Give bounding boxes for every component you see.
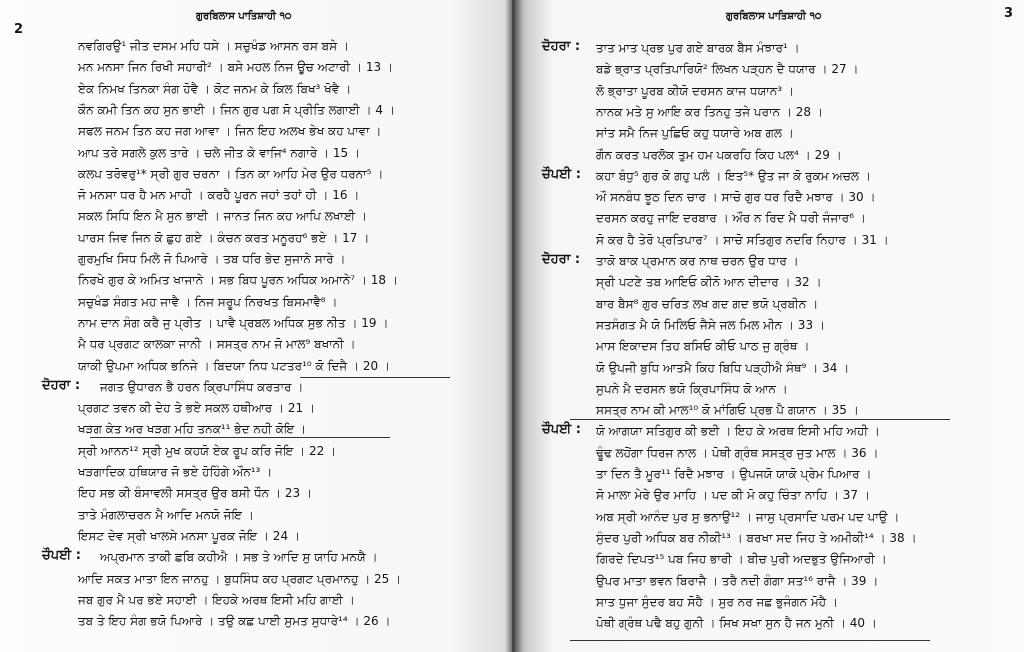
- verse-line: ਮਨ ਮਨਸਾ ਜਿਨ ਰਿਖੀ ਸਹਾਰੀ² । ਬਸੇ ਮਹਲ ਨਿਜ ਊਚ ਅਟਾਰੀ । 13 ।: [78, 60, 394, 75]
- verse-line: ਤਬ ਤੇ ਇਹ ਸੰਗ ਭਯੋ ਪਿਆਰੇ । ਤਉ ਕਛ ਪਾਈ ਸੁਮਤ ਸੁਧਾਰੇ¹⁴ । 26 ।: [78, 614, 391, 629]
- verse-line: ਬਾਰ ਬੈਸ⁸ ਗੁਰ ਚਰਿਤ ਲਖ ਗਦ ਗਦ ਭਯੋ ਪ੍ਰਬੀਨ ।: [596, 296, 819, 311]
- verse-line: ਏਕ ਨਿਮਖ ਤਿਨਕਾ ਸੰਗ ਹੋਵੈ । ਕੋਟ ਜਨਮ ਕੇ ਕਿਲ ਬਿਖ³ ਖੋਵੈ ।: [78, 81, 352, 96]
- verse-line: ਸਤਸੰਗਤ ਮੈ ਯੋ ਮਿਲਿਓ ਜੈਸੇ ਜਲ ਮਿਲ ਮੀਨ । 33 ।: [596, 317, 825, 332]
- verse-line: ਸੁੰਦਰ ਪੁਰੀ ਅਧਿਕ ਬਰ ਨੀਕੀ¹³ । ਬਰਖਾ ਸਦ ਜਿਹ ਤੇ ਅਮੀਕੀ¹⁴ । 38 ।: [596, 530, 917, 545]
- page-number: 2: [14, 22, 24, 37]
- verse-line: ਨਾਮ ਦਾਨ ਸੰਗ ਕਰੈ ਜੁ ਪ੍ਰੀਤ । ਪਾਵੈ ਪ੍ਰਬਲ ਅਧਿਕ ਸੁਭ ਨੀਤ । 19 ।: [78, 315, 389, 330]
- verse-line: ਸਚੁਖੰਡ ਸੰਗਤ ਮਹ ਜਾਵੈ । ਨਿਜ ਸਰੂਪ ਨਿਰਖਤ ਬਿਸਮਾਵੈ⁸ ।: [78, 294, 338, 309]
- verse-line: ਢੂੰਢ ਲਹੋਂਗਾ ਧਿਰਜ ਨਾਲ । ਪੋਥੀ ਗ੍ਰੰਥ ਸਸਤ੍ਰ ਜੁਤ ਮਾਲ । 36 ।: [596, 445, 879, 460]
- verse-line: ਕਲਪ ਤਰੋਵਰੁ¹* ਸ੍ਰੀ ਗੁਰ ਚਰਨਾ । ਤਿਨ ਕਾ ਆਹਿ ਮੇਰ ਉਰ ਧਰਨਾ⁵ ।: [78, 166, 384, 181]
- verse-line: ਅਪ੍ਰਮਾਨ ਤਾਕੀ ਛਬਿ ਕਹੀਐ । ਸਭ ਤੇ ਆਦਿ ਸੁ ਯਾਹਿ ਮਨਯੈ ।: [100, 550, 378, 565]
- verse-line: ਪੋਥੀ ਗ੍ਰੰਥ ਪਢੈ ਬਹੁ ਗੁਨੀ । ਸਿਖ ਸਖਾ ਸੁਨ ਹੈ ਜਨ ਮੁਨੀ । 40 ।: [596, 616, 877, 631]
- verse-line: ਤਾਕੋ ਬਾਕ ਪ੍ਰਮਾਨ ਕਰ ਨਾਥ ਚਰਨ ਉਰ ਧਾਰ ।: [596, 254, 799, 268]
- verse-line: ਗਿਰਦੇ ਦਿਪਤ¹⁵ ਪਬ ਜਿਹ ਭਾਰੀ । ਬੀਚ ਪੁਰੀ ਅਦਭੁਤ ਉਜਿਆਰੀ ।: [596, 552, 887, 567]
- verse-line: ਮਾਸ ਇਕਾਦਸ ਤਿਹ ਬਸਿਓ ਕੀਓ ਪਾਠ ਜੁ ਗ੍ਰੰਥ ।: [596, 339, 810, 354]
- verse-line: ਤਾਤੇ ਮੰਗਲਾਚਰਨ ਮੈ ਆਦਿ ਮਨਯੋ ਜੋਇ ।: [78, 507, 254, 522]
- underline-mark: [90, 437, 390, 438]
- verse-line: ਮੈ ਧਰ ਪ੍ਰਗਟ ਕਾਲਕਾ ਜਾਨੀ । ਸਸਤ੍ਰ ਨਾਮ ਜੋ ਮਾਲ⁹ ਬਖਾਨੀ ।: [78, 337, 356, 352]
- section-label: ਦੋਹਰਾ :: [42, 377, 81, 393]
- verse-line: ਜੋ ਮਨਸਾ ਧਰ ਹੈ ਮਨ ਮਾਹੀ । ਕਰਹੈ ਪੂਰਨ ਜਹਾਂ ਤਹਾਂ ਹੀ । 16 ।: [78, 188, 360, 203]
- verse-line: ਗੌਨ ਕਰਤ ਪਰਲੋਕ ਤੁਮ ਹਮ ਪਕਰਹਿ ਕਿਹ ਪਲ⁴ । 29 ।: [596, 147, 842, 162]
- verse-line: ਯਾਕੀ ਉਪਮਾ ਅਧਿਕ ਭਨਿਜੇ । ਬਿਦਯਾ ਨਿਧ ਪਟਤਰ¹⁰ ਕੋ ਦਿਜੈ । 20 ।: [78, 358, 391, 373]
- verse-line: ਸ੍ਰੀ ਪਟਣੇ ਤਬ ਆਇਓ ਕੀਨੋ ਆਨ ਦੀਦਾਰ । 32 ।: [596, 275, 822, 290]
- verse-line: ਯੋ ਆਗਯਾ ਸਤਿਗੁਰ ਕੀ ਭਈ । ਇਹ ਕੇ ਅਰਥ ਇਸੀ ਮਹਿ ਅਹੀ ।: [596, 424, 880, 439]
- section-label: ਚੌਪਈ :: [542, 166, 581, 182]
- underline-mark: [570, 640, 930, 641]
- verse-line: ਜਗਤ ਉਧਾਰਨ ਭੈ ਹਰਨ ਕ੍ਰਿਪਾਸਿੰਧ ਕਰਤਾਰ ।: [100, 379, 304, 394]
- verse-line: ਔ ਸਨਬੰਧ ਝੂਠ ਦਿਨ ਚਾਰ । ਸਾਚੋ ਗੁਰ ਧਰ ਰਿਦੈ ਮਝਾਰ । 30 ।: [596, 190, 876, 205]
- verse-line: ਪਾਰਸ ਜਿਵ ਜਿਨ ਕੋ ਛੁਹ ਗਏ । ਕੰਚਨ ਕਰਤ ਮਨੂਰਹ⁶ ਭਏ । 17 ।: [78, 230, 370, 245]
- underline-mark: [300, 377, 450, 378]
- verse-line: ਸਾਂਤ ਸਮੈ ਨਿਜ ਪੁਛਿਓ ਕਹੁ ਧਯਾਰੇ ਅਬ ਗਲ ।: [596, 126, 794, 141]
- section-label: ਦੋਹਰਾ :: [542, 39, 581, 54]
- verse-line: ਉਪਰ ਮਾਤਾ ਭਵਨ ਬਿਰਾਜੈ । ਤਰੈ ਨਦੀ ਗੰਗਾ ਸਤ¹⁶ ਰਾਜੈ । 39 ।: [596, 573, 879, 588]
- verse-line: ਸੁਪਨੇ ਮੈ ਦਰਸਨ ਭਯੋ ਕ੍ਰਿਪਾਸਿੰਧ ਕੋ ਆਨ ।: [596, 381, 788, 396]
- verse-line: ਨਾਨਕ ਮਤੇ ਸੁ ਆਇ ਕਰ ਤਿਨਹੁ ਤਜੇ ਪਰਾਨ । 28 ।: [596, 104, 823, 119]
- underline-mark: [570, 419, 950, 420]
- verse-line: ਜਬ ਗੁਰ ਮੈ ਪਰ ਭਏ ਸਹਾਈ । ਇਹਕੇ ਅਰਥ ਇਸੀ ਮਹਿ ਗਾਈ ।: [78, 592, 355, 607]
- page-number: 3: [1004, 6, 1014, 21]
- verse-line: ਦਰਸਨ ਕਰਹੁ ਜਾਇ ਦਰਬਾਰ । ਔਰ ਨ ਰਿਦ ਮੈ ਧਰੀ ਜੰਜਾਰ⁶ ।: [596, 211, 866, 226]
- verse-line: ਆਦਿ ਸਕਤ ਮਾਤਾ ਇਨ ਜਾਨਹੁ । ਬੁਧਸਿੰਧ ਕਹ ਪ੍ਰਗਟ ਪ੍ਰਮਾਨਹੁ । 25 ।: [78, 571, 402, 586]
- verse-line: ਪ੍ਰਗਟ ਤਵਨ ਕੀ ਦੇਹ ਤੇ ਭਏ ਸਕਲ ਹਥੀਆਰ । 21 ।: [78, 401, 316, 416]
- verse-line: ਨਿਰਖੇ ਗੁਰ ਕੇ ਅਮਿਤ ਖਾਜਾਨੇ । ਸਭ ਬਿਧ ਪੂਰਨ ਅਧਿਕ ਅਮਾਨੇ⁷ । 18 ।: [78, 273, 398, 288]
- verse-line: ਯੋ ਉਪਜੀ ਬੁਧਿ ਆਤਮੈ ਕਿਹ ਬਿਧਿ ਪੜ੍ਹੀਐ ਸੰਥ⁹ । 34 ।: [596, 360, 850, 375]
- verse-line: ਨਵਗਿਰਉ¹ ਜੀਤ ਦਸਮ ਮਹਿ ਧਸੇ । ਸਚੁਖੰਡ ਆਸਨ ਰਸ ਬਸੇ ।: [78, 39, 350, 53]
- verse-line: ਸਸਤ੍ਰ ਨਾਮ ਕੀ ਮਾਲ¹⁰ ਕੋ ਮਾਂਗਿਓ ਪ੍ਰਭ ਪੈ ਗਯਾਨ । 35 ।: [596, 403, 859, 418]
- book-gutter: [505, 0, 523, 652]
- verse-line: ਸੋ ਮਾਲਾ ਮੇਰੇ ਉਰ ਮਾਹਿ । ਪਦ ਕੀ ਮੋ ਕਹੁ ਚਿੰਤਾ ਨਾਹਿ । 37 ।: [596, 488, 870, 503]
- verse-line: ਖੜਗ ਕੇਤ ਅਰ ਖੜਗ ਮਹਿ ਤਨਕ¹¹ ਭੇਦ ਨਹੀ ਕੋਇ ।: [78, 422, 307, 437]
- verse-line: ਸਕਲ ਸਿਧਿ ਇਨ ਮੈ ਸੁਨ ਭਾਈ । ਜਾਨਤ ਜਿਨ ਕਹ ਆਪਿ ਲਖਾਈ ।: [78, 209, 367, 224]
- right-page: [512, 0, 1024, 652]
- verse-line: ਆਪ ਤਰੇ ਸਗਲੇ ਕੁਲ ਤਾਰੇ । ਚਲੇ ਜੀਤ ਕੇ ਵਾਜਿ⁴ ਨਗਾਰੇ । 15 ।: [78, 145, 361, 160]
- verse-line: ਕੌਨ ਕਮੀ ਤਿਨ ਕਹ ਸੁਨ ਭਾਈ । ਜਿਨ ਗੁਰ ਪਗ ਸੋ ਪ੍ਰੀਤਿ ਲਗਾਈ । 4 ।: [78, 102, 395, 117]
- verse-line: ਇਹ ਸਭ ਕੀ ਬੰਸਾਵਲੀ ਸਸਤ੍ਰ ਉਰ ਬਸੀ ਧੌਨ । 23 ।: [78, 486, 313, 501]
- verse-line: ਸ੍ਰੀ ਆਨਨ¹² ਸ੍ਰੀ ਮੁਖ ਕਹਯੋ ਏਕ ਰੂਪ ਕਰਿ ਜੋਇ । 22 ।: [78, 443, 337, 458]
- verse-line: ਸੋ ਕਰ ਹੈ ਤੇਰੋ ਪ੍ਰਤਿਪਾਰ⁷ । ਸਾਚੋ ਸਤਿਗੁਰ ਨਦਰਿ ਨਿਹਾਰ । 31 ।: [596, 232, 889, 247]
- verse-line: ਗੁਰਮੁਖਿ ਸਿਧ ਮਿਲੇ ਜੋ ਪਿਆਰੇ । ਤਬ ਧਰਿ ਭੇਦ ਸੁਜਾਨੇ ਸਾਰੇ ।: [78, 252, 346, 266]
- verse-line: ਸਫਲ ਜਨਮ ਤਿਨ ਕਹ ਜਗ ਆਵਾ । ਜਿਨ ਇਹ ਅਲਖ ਭੇਖ ਕਹ ਪਾਵਾ ।: [78, 124, 382, 139]
- section-label: ਚੌਪਈ :: [542, 422, 581, 438]
- verse-line: ਤਾਤ ਮਾਤ ਪ੍ਰਭ ਪੁਰ ਗਏ ਬਾਰਕ ਬੈਸ ਮੰਝਾਰ¹ ।: [596, 41, 800, 55]
- verse-line: ਇਸਟ ਦੇਵ ਸ੍ਰੀ ਖਾਲਸੇ ਮਨਸਾ ਪੂਰਕ ਜੋਇ । 24 ।: [78, 528, 300, 543]
- verse-line: ਕਹਾ ਬੰਧੁ⁵ ਗੁਰ ਕੋ ਗਹੁ ਪਲੰ । ਇਤ⁵* ਉਤ ਜਾ ਕੋ ਰੁਕਮ ਅਚਲ ।: [596, 168, 871, 183]
- verse-line: ਬਡੇ ਭ੍ਰਾਤ ਪ੍ਰਤਿਪਾਰਿਯੋ² ਲਿਖਨ ਪੜ੍ਹਨ ਦੈ ਧਯਾਰ । 27 ।: [596, 62, 859, 77]
- section-label: ਦੋਹਰਾ :: [542, 252, 581, 267]
- running-head: ਗੁਰਬਿਲਾਸ ਪਾਤਿਸ਼ਾਹੀ ੧੦: [196, 11, 292, 22]
- section-label: ਚੌਪਈ :: [42, 548, 81, 564]
- verse-line: ਸਾਤ ਧੁਜਾ ਸੁੰਦਰ ਬਹ ਸੋਹੈ । ਸੁਰ ਨਰ ਜਛ ਭੁਜੰਗਨ ਮੋਹੈ ।: [596, 594, 839, 609]
- verse-line: ਲੋ ਭ੍ਰਾਤਾ ਪੂਰਬ ਕੀਯੋ ਦਰਸਨ ਕਾਜ ਧਯਾਨ³ ।: [596, 83, 794, 98]
- verse-line: ਖੜਗਾਦਿਕ ਹਥਿਯਾਰ ਜੋ ਭਏ ਹੋਹਿੰਗੇ ਔਨ¹³ ।: [78, 465, 273, 479]
- verse-line: ਤਾ ਦਿਨ ਤੈ ਮੂਰ¹¹ ਰਿਦੈ ਮਝਾਰ । ਉਪਜਯੋ ਯਾਕੋ ਪ੍ਰੇਮ ਪਿਆਰ ।: [596, 467, 872, 481]
- running-head: ਗੁਰਬਿਲਾਸ ਪਾਤਿਸ਼ਾਹੀ ੧੦: [726, 11, 822, 22]
- verse-line: ਅਬ ਸ੍ਰੀ ਆਨੰਦ ਪੁਰ ਸੁ ਭਨਾਉ¹² । ਜਾਸੁ ਪ੍ਰਸਾਦਿ ਪਰਮ ਪਦ ਪਾਉ ।: [596, 509, 900, 524]
